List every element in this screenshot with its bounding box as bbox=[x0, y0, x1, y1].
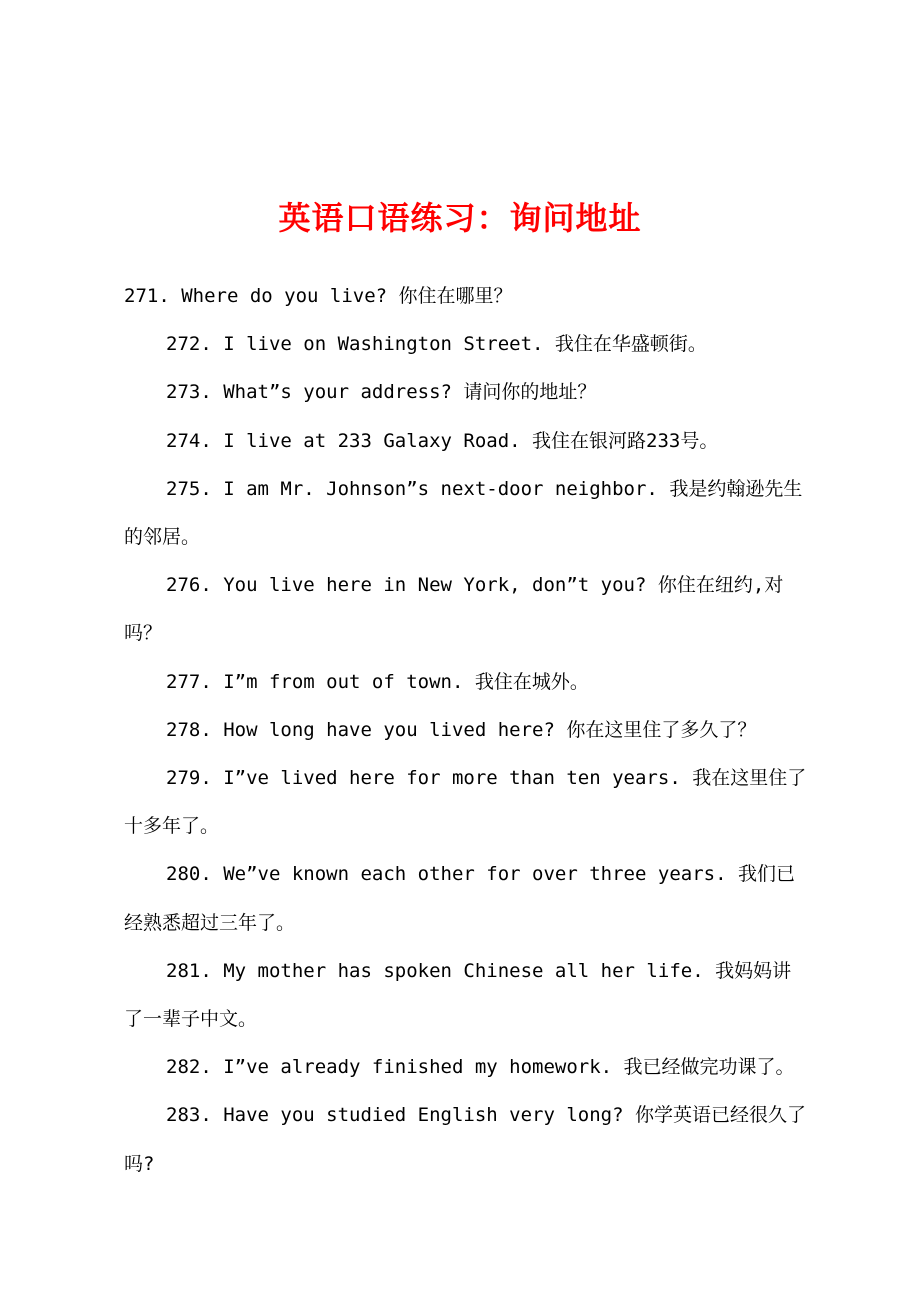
paragraph-278: 278. How long have you lived here? 你在这里住了多久了？ bbox=[166, 718, 757, 741]
paragraph-283: 283. Have you studied English very long? 你学英语已经很久了吗? bbox=[124, 1104, 806, 1175]
paragraph-280: 280. We”ve known each other for over three years. 我们已经熟悉超过三年了。 bbox=[124, 863, 795, 934]
paragraph-279: 279. I”ve lived here for more than ten years. 我在这里住了十多年了。 bbox=[124, 767, 807, 838]
paragraph-272: 272. I live on Washington Street. 我住在华盛顿街。 bbox=[166, 333, 707, 356]
paragraph-282: 282. I”ve already finished my homework. 我已经做完功课了。 bbox=[166, 1056, 795, 1079]
paragraph-276: 276. You live here in New York, don”t you? 你住在纽约,对吗？ bbox=[124, 574, 784, 645]
page-title: 英语口语练习：询问地址 bbox=[278, 199, 642, 237]
paragraph-271: 271. Where do you live? 你住在哪里？ bbox=[124, 285, 513, 307]
paragraph-274: 274. I live at 233 Galaxy Road. 我住在银河路233号。 bbox=[166, 429, 719, 452]
paragraph-275: 275. I am Mr. Johnson”s next-door neighbor. 我是约翰逊先生的邻居。 bbox=[124, 477, 803, 549]
paragraph-281: 281. My mother has spoken Chinese all her life. 我妈妈讲了一辈子中文。 bbox=[124, 959, 792, 1031]
paragraph-277: 277. I”m from out of town. 我住在城外。 bbox=[166, 670, 589, 693]
document-body bbox=[124, 272, 810, 1188]
paragraph-273: 273. What”s your address? 请问你的地址？ bbox=[166, 381, 597, 404]
